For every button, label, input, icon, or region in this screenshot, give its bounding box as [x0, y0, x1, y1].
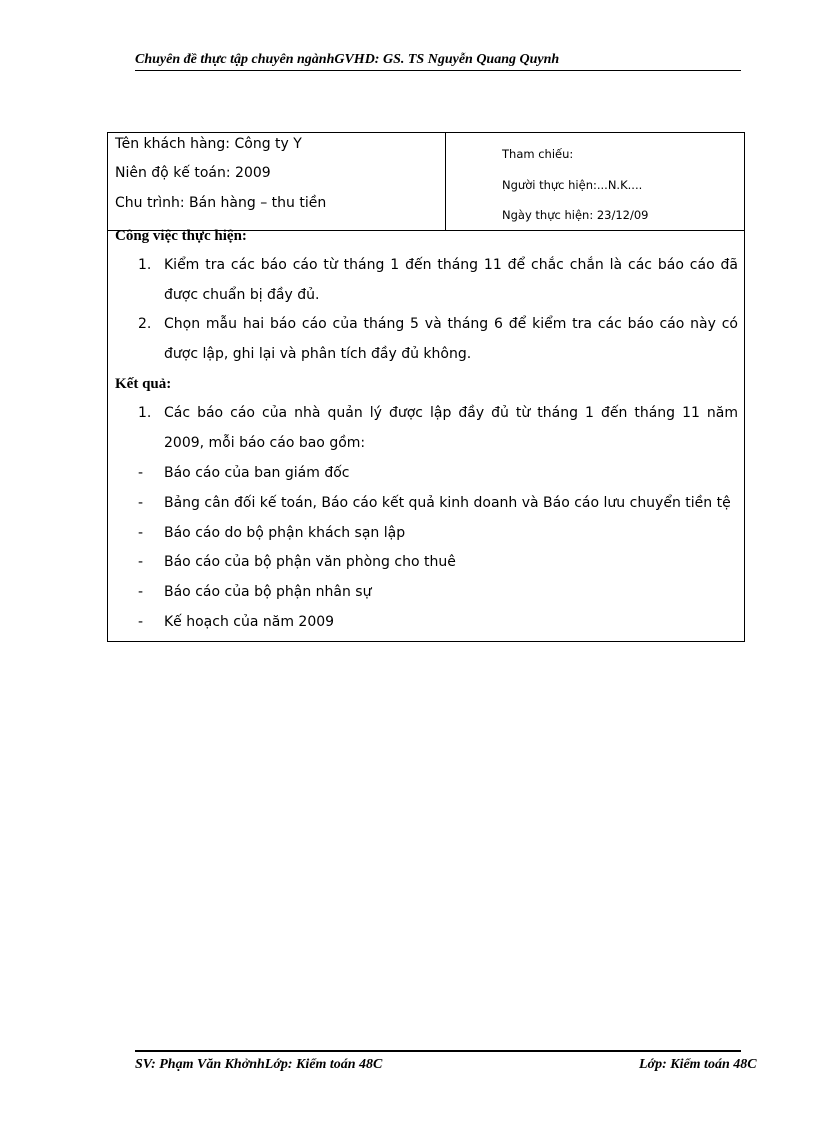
performer-label: Người thực hiện:...N.K....: [502, 178, 643, 192]
result-bullet: Báo cáo của bộ phận nhân sự: [164, 584, 372, 600]
bullet-dash: -: [138, 554, 144, 570]
bullet-dash: -: [138, 614, 144, 630]
result-bullet: Báo cáo của ban giám đốc: [164, 465, 350, 481]
work-item-number: 2.: [138, 316, 152, 332]
work-item-text: Chọn mẫu hai báo cáo của tháng 5 và tháng 6 để kiểm tra các báo cáo này có: [164, 316, 738, 332]
work-item-text: được lập, ghi lại và phân tích đầy đủ không.: [164, 346, 472, 362]
reference-label: Tham chiếu:: [502, 147, 574, 161]
client-info-cell: [108, 133, 446, 230]
result-bullet: Báo cáo của bộ phận văn phòng cho thuê: [164, 554, 456, 570]
result-bullet: Báo cáo do bộ phận khách sạn lập: [164, 525, 406, 541]
result-item-number: 1.: [138, 405, 152, 421]
bullet-dash: -: [138, 525, 144, 541]
result-item-text: 2009, mỗi báo cáo bao gồm:: [164, 435, 366, 451]
result-item-text: Các báo cáo của nhà quản lý được lập đầy đủ từ tháng 1 đến tháng 11 năm: [164, 405, 738, 421]
client-name: Tên khách hàng: Công ty Y: [115, 136, 302, 152]
work-item-number: 1.: [138, 257, 152, 273]
footer-student: SV: Phạm Văn KhởnhLớp: Kiểm toán 48C: [135, 1057, 383, 1072]
bullet-dash: -: [138, 465, 144, 481]
footer-rule: [135, 1050, 741, 1052]
page-header: Chuyên đề thực tập chuyên ngànhGVHD: GS. TS Nguyễn Quang Quynh: [135, 52, 741, 71]
result-section-title: Kết quả:: [115, 376, 172, 392]
work-item-text: được chuẩn bị đầy đủ.: [164, 287, 320, 303]
work-item-text: Kiểm tra các báo cáo từ tháng 1 đến tháng 11 để chắc chắn là các báo cáo đã: [164, 257, 738, 273]
audit-cycle: Chu trình: Bán hàng – thu tiền: [115, 195, 327, 211]
performed-date: Ngày thực hiện: 23/12/09: [502, 208, 649, 222]
result-bullet: Bảng cân đối kế toán, Báo cáo kết quả kinh doanh và Báo cáo lưu chuyển tiền tệ: [164, 495, 731, 511]
fiscal-period: Niên độ kế toán: 2009: [115, 165, 271, 181]
result-bullet: Kế hoạch của năm 2009: [164, 614, 335, 630]
work-section-title: Công việc thực hiện:: [115, 228, 247, 244]
footer-class: Lớp: Kiểm toán 48C: [639, 1057, 757, 1072]
audit-worksheet-table: [107, 132, 745, 642]
bullet-dash: -: [138, 495, 144, 511]
reference-info-cell: [446, 133, 744, 230]
bullet-dash: -: [138, 584, 144, 600]
